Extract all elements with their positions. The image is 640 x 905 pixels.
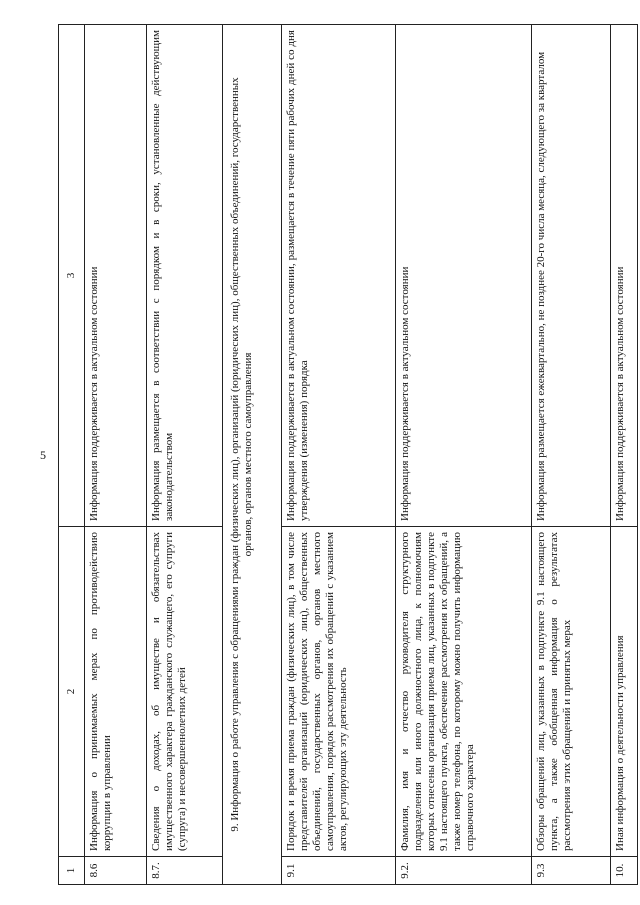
row-number: 10.	[610, 857, 637, 885]
rotated-table-frame	[58, 25, 638, 885]
row-number: 9.2.	[395, 857, 531, 885]
header-cell: 3	[59, 25, 85, 527]
row-number: 9.3	[531, 857, 610, 885]
header-cell: 1	[59, 857, 85, 885]
row-number: 8.7.	[146, 857, 223, 885]
row-name: Иная информация о деятельности управления	[610, 527, 637, 857]
row-requirement: Информация поддерживается в актуальном состоянии	[395, 25, 531, 527]
table-row	[84, 25, 146, 885]
row-requirement: Информация поддерживается в актуальном состоянии, размещается в течение пяти рабочих дней со дня утверждения (изменения) порядка	[282, 25, 396, 527]
row-requirement: Информация размещается в соответствии с порядком и в сроки, установленные действующим законодательством	[146, 25, 223, 527]
table-row	[531, 25, 610, 885]
row-requirement: Информация поддерживается в актуальном состоянии	[84, 25, 146, 527]
info-table	[58, 24, 638, 885]
table-row	[610, 25, 637, 885]
page-number: 5	[40, 448, 46, 462]
row-name: Сведения о доходах, об имуществе и обязательствах имущественного характера гражданского служащего, его супруги (супруга) и несовершеннолетних детей	[146, 527, 223, 857]
row-name: Обзоры обращений лиц, указанных в подпункте 9.1 настоящего пункта, а также обобщенная информация о результатах рассмотрения этих обращений и принятых мерах	[531, 527, 610, 857]
section-row	[223, 25, 282, 885]
section-heading: 9. Информация о работе управления с обращениями граждан (физических лиц), организаций (юридических лиц), общественных объединений, государственных органов, органов местного самоуправления	[223, 25, 282, 885]
table-row	[395, 25, 531, 885]
row-name: Информация о принимаемых мерах по противодействию коррупции в управлении	[84, 527, 146, 857]
table-row	[282, 25, 396, 885]
table-row	[146, 25, 223, 885]
header-cell: 2	[59, 527, 85, 857]
row-requirement: Информация размещается ежеквартально, не позднее 20-го числа месяца, следующего за кварталом	[531, 25, 610, 527]
row-number: 8.6	[84, 857, 146, 885]
row-name: Порядок и время приема граждан (физических лиц), в том числе представителей организаций (юридических лиц), общественных объединений, государственных органов, органов местного самоуправления, порядок рассмотрения их обращений с указанием актов, регулирующих эту деятельность	[282, 527, 396, 857]
row-name: Фамилия, имя и отчество руководителя структурного подразделения или иного должностного лица, к полномочиям которых отнесены организация приема лиц, указанных в подпункте 9.1 настоящего пункта, обеспечение рассмотрения их обращений, а также номер телефона, по которому можно получить информацию справочного характера	[395, 527, 531, 857]
row-requirement: Информация поддерживается в актуальном состоянии	[610, 25, 637, 527]
table-header-row	[59, 25, 85, 885]
row-number: 9.1	[282, 857, 396, 885]
